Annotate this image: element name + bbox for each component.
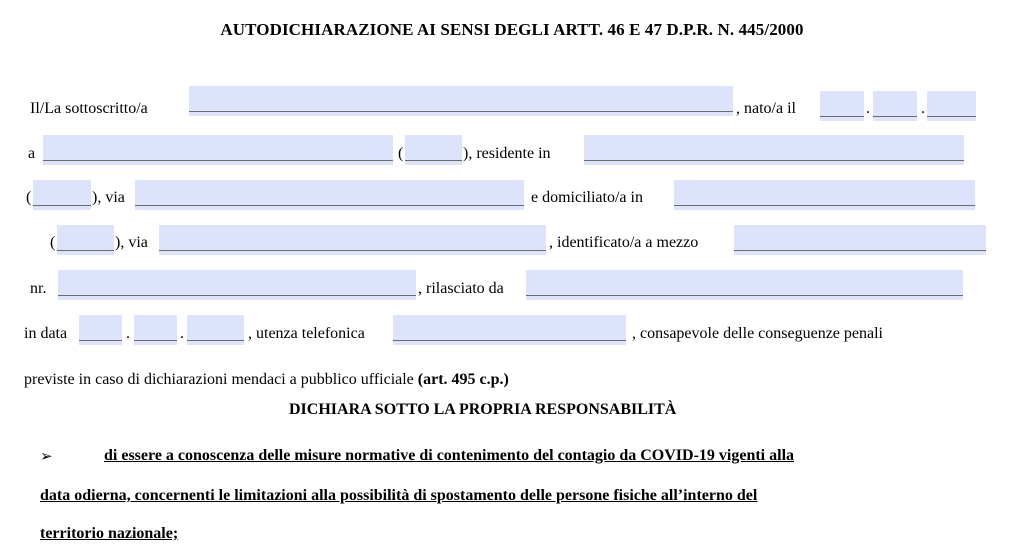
label-via: ), via: [92, 189, 125, 206]
domicile-city-field[interactable]: [674, 180, 975, 210]
birth-day-field[interactable]: [820, 91, 864, 121]
label-nato: , nato/a il: [736, 100, 796, 117]
residence-street-field[interactable]: [135, 180, 524, 210]
birth-month-field[interactable]: [873, 91, 917, 121]
birth-year-field[interactable]: [927, 91, 976, 121]
date-month-field[interactable]: [134, 315, 177, 345]
paren-open: (: [26, 189, 32, 206]
id-document-type-field[interactable]: [734, 225, 986, 255]
date-separator: .: [921, 100, 925, 117]
label-rilasciato: , rilasciato da: [418, 280, 504, 297]
declaration-line-3: territorio nazionale;: [40, 525, 179, 542]
birthplace-field[interactable]: [43, 135, 393, 165]
label-in-data: in data: [24, 325, 68, 342]
date-separator: .: [180, 325, 184, 342]
declaration-heading: DICHIARA SOTTO LA PROPRIA RESPONSABILITÀ: [289, 401, 677, 418]
previste-article: (art. 495 c.p.): [417, 371, 509, 388]
label-nr: nr.: [30, 280, 47, 297]
label-residente: ), residente in: [463, 145, 551, 162]
residence-province-field[interactable]: [33, 180, 91, 210]
issued-by-field[interactable]: [526, 270, 963, 300]
declaration-line-1: di essere a conoscenza delle misure normative di contenimento del contagio da COVID-19 vigenti alla: [104, 447, 795, 464]
domicile-street-field[interactable]: [159, 225, 546, 255]
label-utenza: , utenza telefonica: [248, 325, 365, 342]
arrowhead-bullet-icon: ➢: [40, 447, 53, 465]
paren-open: (: [50, 234, 56, 251]
label-via: ), via: [115, 234, 148, 251]
label-domiciliato: e domiciliato/a in: [531, 189, 643, 206]
residence-city-field[interactable]: [584, 135, 964, 165]
paren-open: (: [398, 145, 404, 162]
nome-field[interactable]: [189, 86, 733, 116]
label-a: a: [28, 145, 36, 162]
previste-line: [24, 371, 509, 389]
date-separator: .: [126, 325, 130, 342]
label-identificato: , identificato/a a mezzo: [549, 234, 699, 251]
date-day-field[interactable]: [79, 315, 122, 345]
domicile-province-field[interactable]: [57, 225, 114, 255]
birth-province-field[interactable]: [405, 135, 462, 165]
label-sottoscritto: Il/La sottoscritto/a: [30, 100, 148, 117]
date-year-field[interactable]: [187, 315, 244, 345]
declaration-line-2: data odierna, concernenti le limitazioni alla possibilità di spostamento delle persone fisiche all’interno del: [40, 487, 758, 504]
previste-text: previste in caso di dichiarazioni mendaci a pubblico ufficiale: [24, 371, 418, 388]
date-separator: .: [866, 100, 870, 117]
id-document-number-field[interactable]: [58, 270, 416, 300]
phone-field[interactable]: [393, 315, 626, 345]
document-title: AUTODICHIARAZIONE AI SENSI DEGLI ARTT. 46 E 47 D.P.R. N. 445/2000: [220, 20, 804, 39]
label-consapevole: , consapevole delle conseguenze penali: [632, 325, 883, 342]
